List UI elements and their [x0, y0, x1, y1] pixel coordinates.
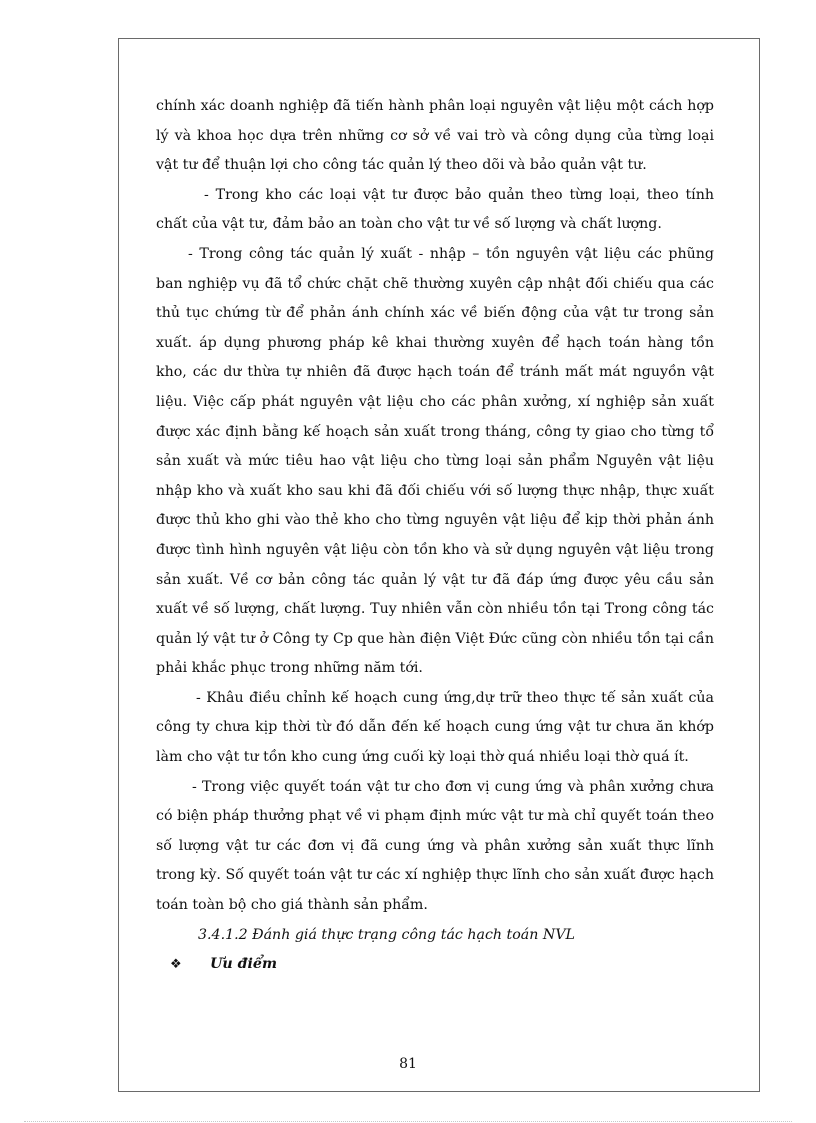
paragraph-settlement: - Trong việc quyết toán vật tư cho đơn vị cung ứng và phân xưởng chưa có biện pháp thưởng phạt về vi phạm định mức vật tư mà chỉ quyết toán theo số lượng vật tư các đơn vị đã cung ứng và phân xưởng sản xuất thực lĩnh trong kỳ. Số quyết toán vật tư các xí nghiệp thực lĩnh cho sản xuất được hạch toán toàn bộ cho giá thành sản phẩm.	[156, 778, 714, 914]
four-diamond-bullet-icon: ❖	[170, 957, 182, 973]
document-body	[156, 92, 714, 980]
bottom-dotted-rule	[24, 1121, 792, 1122]
paragraph-inventory-management: - Trong công tác quản lý xuất - nhập – tồn nguyên vật liệu các phũng ban nghiệp vụ đã tổ chức chặt chẽ thường xuyên cập nhật đối chiếu qua các thủ tục chứng từ để phản ánh chính xác về biến động của vật tư trong sản xuất. áp dụng phương pháp kê khai thường xuyên để hạch toán hàng tồn kho, các dư thừa tự nhiên đã được hạch toán để tránh mất mát nguyồn vật liệu. Việc cấp phát nguyên vật liệu cho các phân xưởng, xí nghiệp sản xuất được xác định bằng kế hoạch sản xuất trong tháng, công ty giao cho từng tổ sản xuất và mức tiêu hao vật liệu cho từng loại sản phẩm Nguyên vật liệu nhập kho và xuất kho sau khi đã đối chiếu với số lượng thực nhập, thực xuất được thủ kho ghi vào thẻ kho cho từng nguyên vật liệu để kịp thời phản ánh được tình hình nguyên vật liệu còn tồn kho và sử dụng nguyên vật liệu trong sản xuất. Về cơ bản công tác quản lý vật tư đã đáp ứng được yêu cầu sản xuất về số lượng, chất lượng. Tuy nhiên vẫn còn nhiều tồn tại Trong công tác quản lý vật tư ở Công ty Cp que hàn điện Việt Đức cũng còn nhiều tồn tại cần phải khắc phục trong những năm tới.	[156, 245, 714, 677]
bullet-label: Ưu điểm	[210, 956, 277, 973]
paragraph-storage: - Trong kho các loại vật tư được bảo quản theo từng loại, theo tính chất của vật tư, đảm bảo an toàn cho vật tư về số lượng và chất lượng.	[156, 186, 714, 233]
section-heading: 3.4.1.2 Đánh giá thực trạng công tác hạch toán NVL	[198, 926, 575, 943]
bullet-item-advantages	[156, 950, 714, 980]
page-number: 81	[399, 1056, 417, 1072]
paragraph-continuation: chính xác doanh nghiệp đã tiến hành phân loại nguyên vật liệu một cách hợp lý và khoa học dựa trên những cơ sở về vai trò và công dụng của từng loại vật tư để thuận lợi cho công tác quản lý theo dõi và bảo quản vật tư.	[156, 98, 714, 174]
paragraph-supply-planning: - Khâu điều chỉnh kế hoạch cung ứng,dự trữ theo thực tế sản xuất của công ty chưa kịp thời từ đó dẫn đến kế hoạch cung ứng vật tư chưa ăn khớp làm cho vật tư tồn kho cung ứng cuối kỳ loại thờ quá nhiều loại thờ quá ít.	[156, 689, 714, 766]
